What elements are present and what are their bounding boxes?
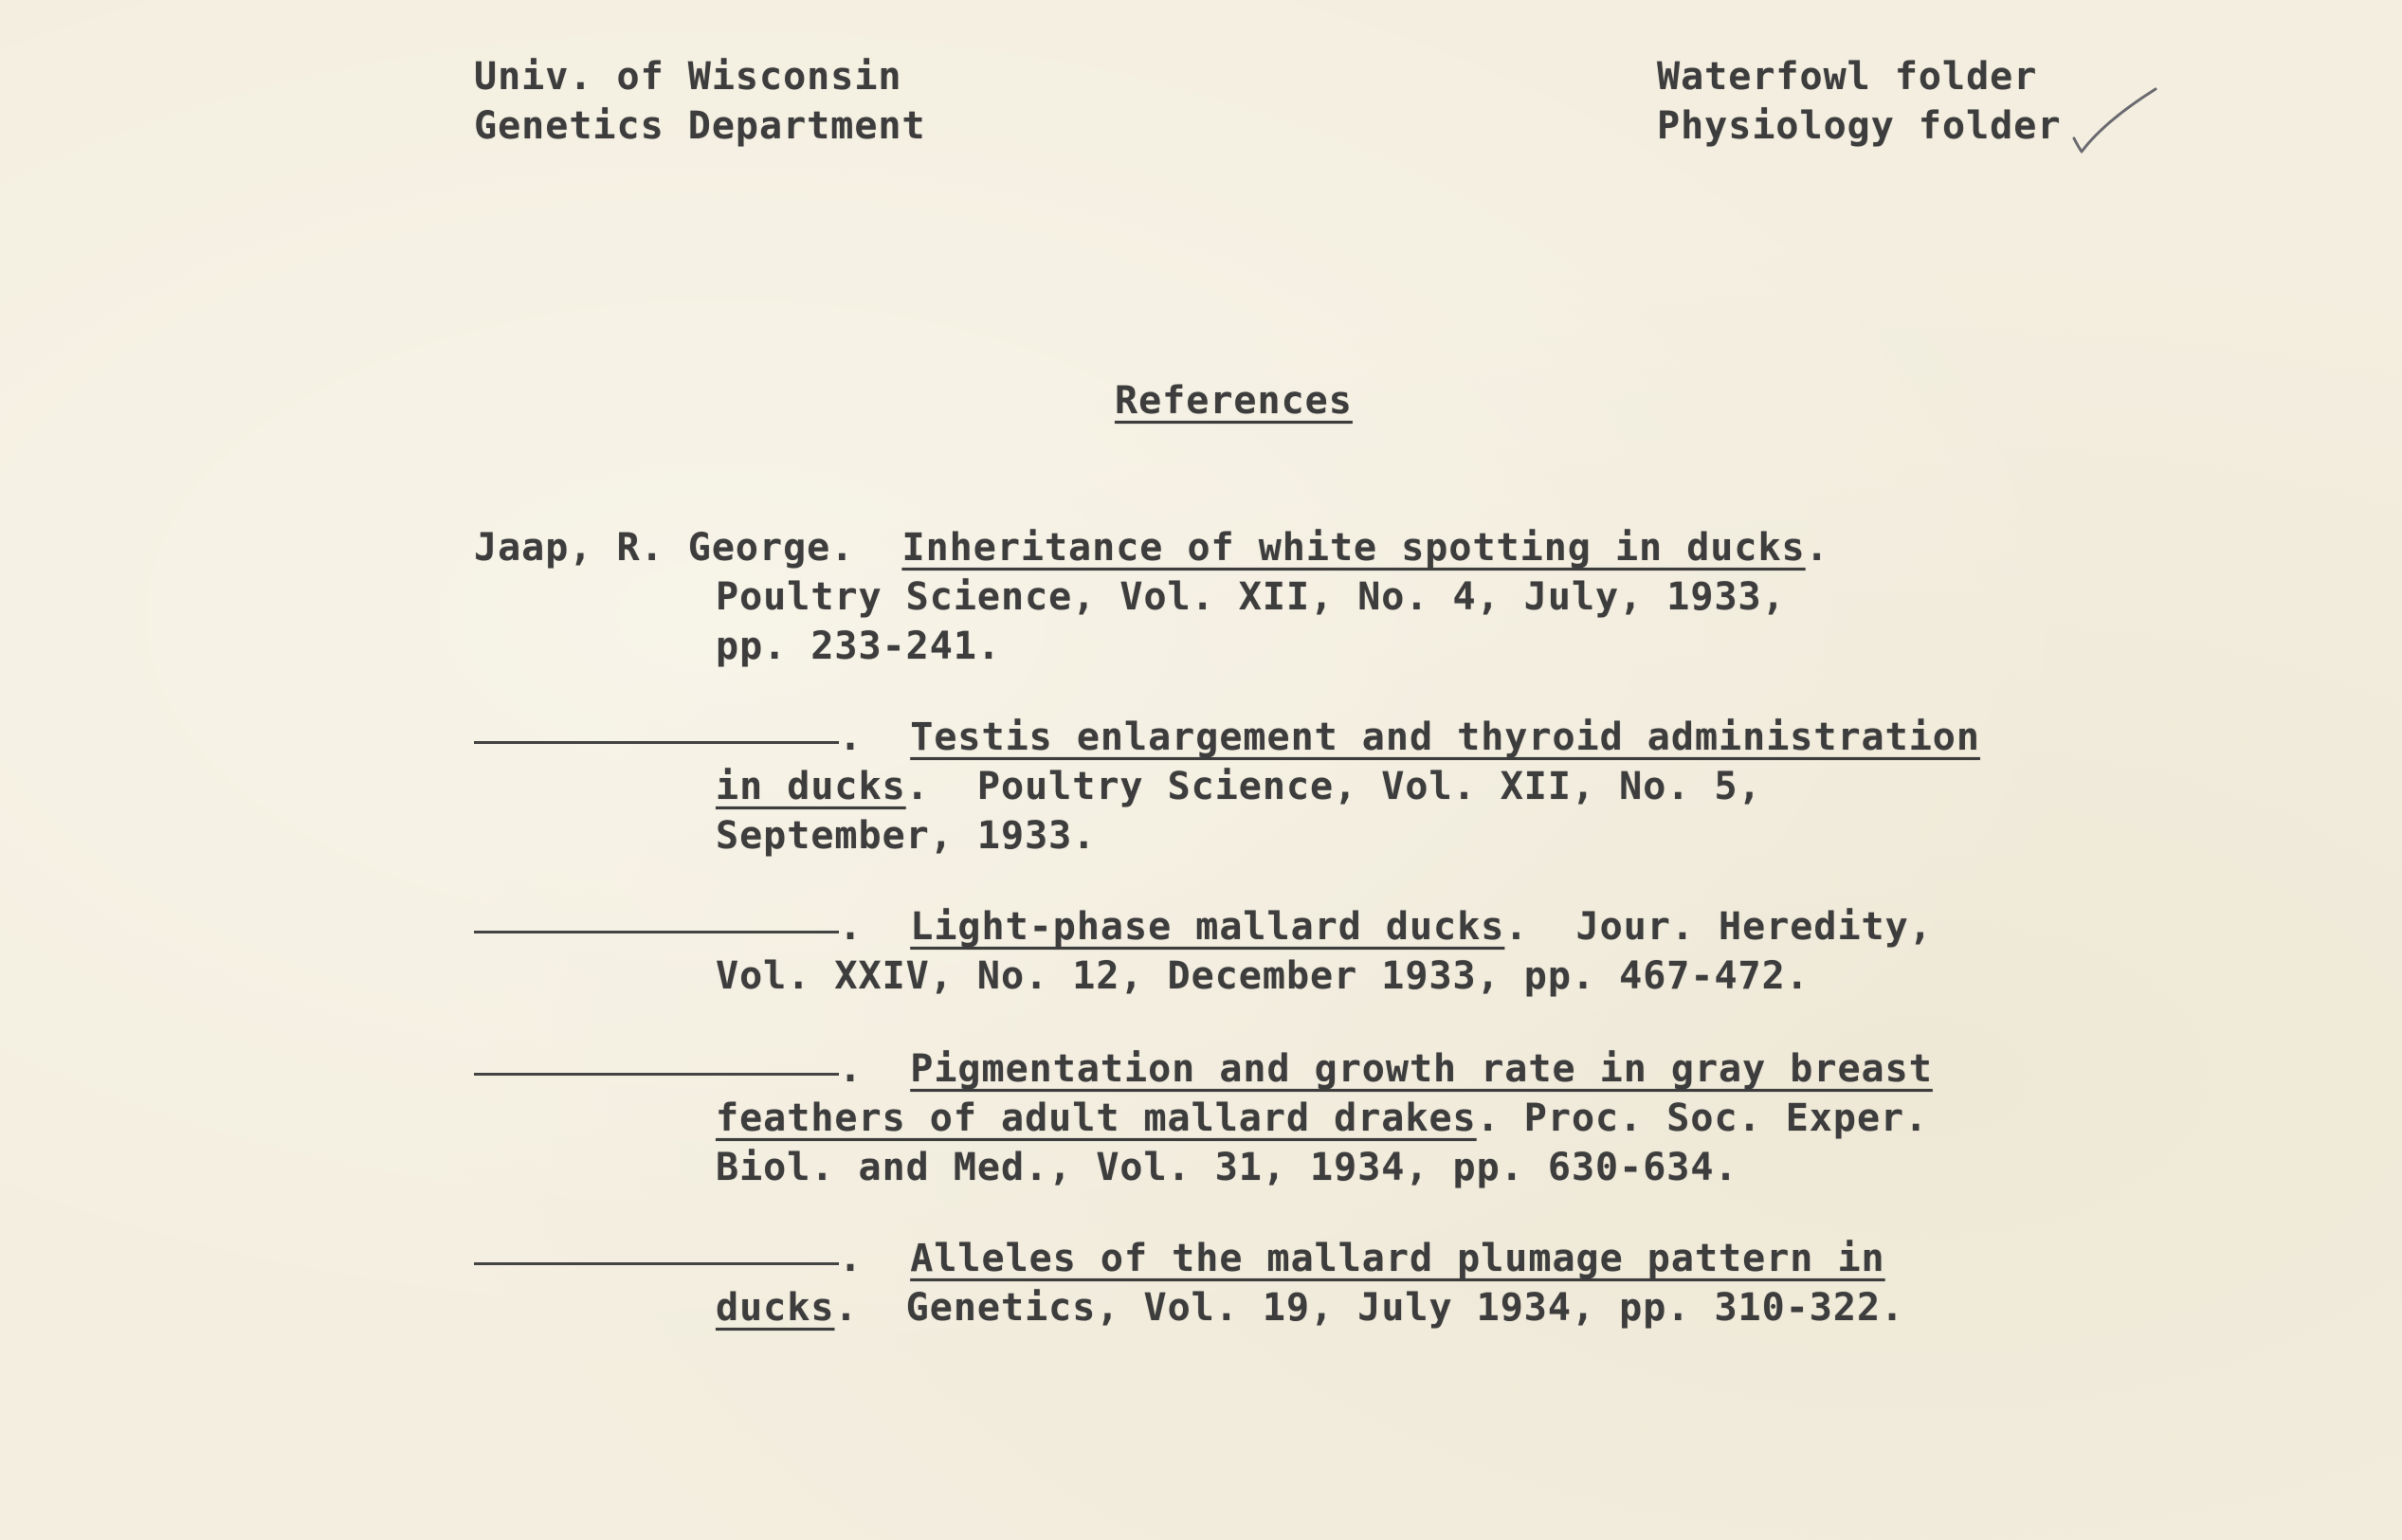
author-ditto-line bbox=[474, 1073, 839, 1076]
reference-title: Light-phase mallard ducks bbox=[910, 905, 1505, 949]
handwritten-check-icon bbox=[2066, 83, 2161, 159]
reference-line: Jaap, R. George. Inheritance of white spotting in ducks. bbox=[474, 526, 1829, 570]
folder-header bbox=[1657, 52, 2061, 151]
folder-physiology: Physiology folder bbox=[1657, 104, 2062, 148]
department-name: Genetics Department bbox=[474, 104, 926, 148]
reference-title: Alleles of the mallard plumage pattern in bbox=[910, 1237, 1885, 1280]
reference-item bbox=[474, 1234, 1904, 1332]
reference-author: Jaap, R. George. bbox=[474, 526, 855, 570]
reference-citation: Genetics, Vol. 19, July 1934, pp. 310-322. bbox=[905, 1286, 1905, 1330]
reference-line: . Alleles of the mallard plumage pattern in bbox=[474, 1234, 1904, 1283]
reference-item bbox=[474, 713, 1980, 861]
reference-citation: Poultry Science, Vol. XII, No. 5, bbox=[976, 765, 1762, 808]
reference-title-continued: ducks bbox=[716, 1286, 835, 1330]
reference-line: feathers of adult mallard drakes. Proc. Soc. Exper. bbox=[716, 1096, 1929, 1140]
reference-title: Inheritance of white spotting in ducks bbox=[901, 526, 1806, 570]
reference-line: ducks. Genetics, Vol. 19, July 1934, pp. 310-322. bbox=[716, 1286, 1905, 1330]
author-ditto-line bbox=[474, 1262, 839, 1265]
institution-header bbox=[474, 52, 926, 151]
reference-citation: Biol. and Med., Vol. 31, 1934, pp. 630-634. bbox=[716, 1146, 1738, 1189]
reference-pages: pp. 233-241. bbox=[716, 625, 1001, 668]
reference-item bbox=[474, 1044, 1933, 1192]
reference-date: September, 1933. bbox=[716, 814, 1097, 858]
institution-name: Univ. of Wisconsin bbox=[474, 55, 902, 99]
page-title: References bbox=[1115, 379, 1353, 423]
reference-title-continued: in ducks bbox=[716, 765, 906, 808]
folder-waterfowl: Waterfowl folder bbox=[1657, 55, 2038, 99]
reference-title: Pigmentation and growth rate in gray breast bbox=[910, 1047, 1933, 1091]
reference-title-continued: feathers of adult mallard drakes bbox=[716, 1096, 1477, 1140]
reference-line: . Testis enlargement and thyroid administration bbox=[474, 713, 1980, 762]
author-ditto-line bbox=[474, 741, 839, 744]
author-ditto-line bbox=[474, 931, 839, 933]
reference-journal: Proc. Soc. Exper. bbox=[1523, 1096, 1929, 1140]
reference-title: Testis enlargement and thyroid administration bbox=[910, 716, 1980, 759]
reference-citation: Poultry Science, Vol. XII, No. 4, July, 1933, bbox=[716, 575, 1786, 619]
reference-item bbox=[474, 523, 1829, 671]
reference-line: . Light-phase mallard ducks. Jour. Heredity, bbox=[474, 902, 1933, 951]
reference-line: in ducks. Poultry Science, Vol. XII, No. 5, bbox=[716, 765, 1762, 808]
reference-citation: Vol. XXIV, No. 12, December 1933, pp. 467-472. bbox=[716, 954, 1810, 998]
reference-item bbox=[474, 902, 1933, 1001]
reference-line: . Pigmentation and growth rate in gray breast bbox=[474, 1044, 1933, 1094]
reference-journal: Jour. Heredity, bbox=[1575, 905, 1933, 949]
